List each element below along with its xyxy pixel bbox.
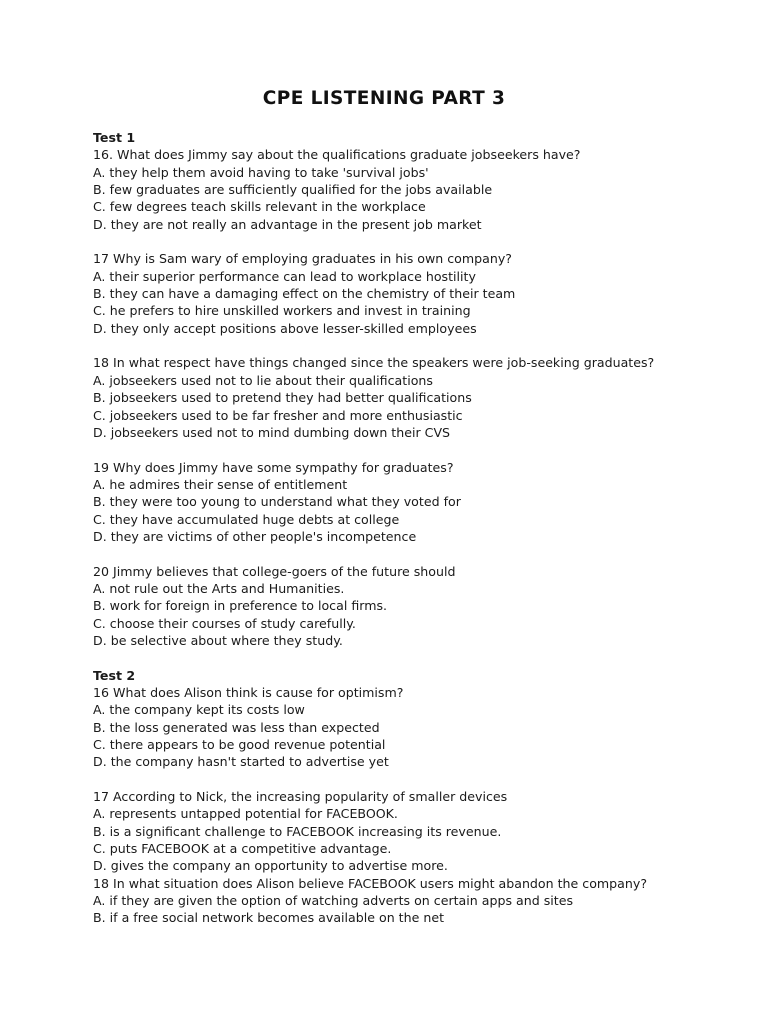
spacer — [93, 649, 743, 666]
spacer — [93, 337, 743, 354]
answer-option: B. is a significant challenge to FACEBOOK increasing its revenue. — [93, 823, 502, 839]
question-block — [93, 146, 743, 233]
document-body — [93, 129, 743, 927]
question-text: 18 In what situation does Alison believe FACEBOOK users might abandon the company? — [93, 875, 648, 891]
answer-option: B. they were too young to understand what they voted for — [93, 494, 461, 510]
answer-option: C. he prefers to hire unskilled workers and invest in training — [93, 303, 471, 319]
question-text: 18 In what respect have things changed since the speakers were job-seeking graduates? — [93, 355, 655, 371]
answer-option: C. puts FACEBOOK at a competitive advantage. — [93, 841, 392, 857]
question-text: 20 Jimmy believes that college-goers of the future should — [93, 563, 456, 579]
answer-option: C. there appears to be good revenue potential — [93, 737, 386, 753]
answer-option: C. they have accumulated huge debts at college — [93, 511, 400, 527]
answer-option: D. be selective about where they study. — [93, 632, 343, 648]
answer-option: B. if a free social network becomes available on the net — [93, 910, 445, 926]
test-2-label: Test 2 — [93, 667, 136, 683]
answer-option: B. few graduates are sufficiently qualified for the jobs available — [93, 182, 493, 198]
answer-option: B. they can have a damaging effect on the chemistry of their team — [93, 286, 516, 302]
answer-option: D. the company hasn't started to advertise yet — [93, 754, 389, 770]
answer-option: A. their superior performance can lead to workplace hostility — [93, 268, 476, 284]
answer-option: C. few degrees teach skills relevant in the workplace — [93, 199, 426, 215]
question-block — [93, 354, 743, 441]
question-block — [93, 684, 743, 771]
answer-option: A. the company kept its costs low — [93, 702, 305, 718]
question-text: 17 Why is Sam wary of employing graduates in his own company? — [93, 251, 512, 267]
answer-option: B. the loss generated was less than expected — [93, 719, 380, 735]
answer-option: A. represents untapped potential for FACEBOOK. — [93, 806, 398, 822]
question-block — [93, 250, 743, 337]
answer-option: C. jobseekers used to be far fresher and more enthusiastic — [93, 407, 463, 423]
question-block — [93, 459, 743, 546]
answer-option: B. work for foreign in preference to local firms. — [93, 598, 388, 614]
answer-option: A. if they are given the option of watching adverts on certain apps and sites — [93, 893, 574, 909]
question-text: 19 Why does Jimmy have some sympathy for graduates? — [93, 459, 454, 475]
spacer — [93, 545, 743, 562]
answer-option: A. he admires their sense of entitlement — [93, 476, 348, 492]
answer-option: A. they help them avoid having to take 'survival jobs' — [93, 164, 429, 180]
question-block — [93, 875, 743, 927]
page-title: CPE LISTENING PART 3 — [262, 88, 506, 109]
answer-option: D. they are not really an advantage in the present job market — [93, 216, 482, 232]
answer-option: A. jobseekers used not to lie about their qualifications — [93, 372, 433, 388]
test-1-label: Test 1 — [93, 130, 136, 145]
answer-option: D. they are victims of other people's incompetence — [93, 528, 417, 544]
spacer — [93, 441, 743, 458]
spacer — [93, 771, 743, 788]
question-text: 16. What does Jimmy say about the qualifications graduate jobseekers have? — [93, 147, 581, 163]
answer-option: C. choose their courses of study carefully. — [93, 615, 356, 631]
answer-option: D. gives the company an opportunity to advertise more. — [93, 858, 448, 874]
answer-option: B. jobseekers used to pretend they had better qualifications — [93, 390, 472, 406]
spacer — [93, 233, 743, 250]
question-text: 16 What does Alison think is cause for optimism? — [93, 685, 404, 700]
question-block — [93, 563, 743, 650]
question-text: 17 According to Nick, the increasing popularity of smaller devices — [93, 789, 508, 805]
answer-option: D. jobseekers used not to mind dumbing down their CVS — [93, 424, 451, 440]
answer-option: D. they only accept positions above lesser-skilled employees — [93, 320, 477, 336]
answer-option: A. not rule out the Arts and Humanities. — [93, 580, 345, 596]
question-block — [93, 788, 743, 875]
